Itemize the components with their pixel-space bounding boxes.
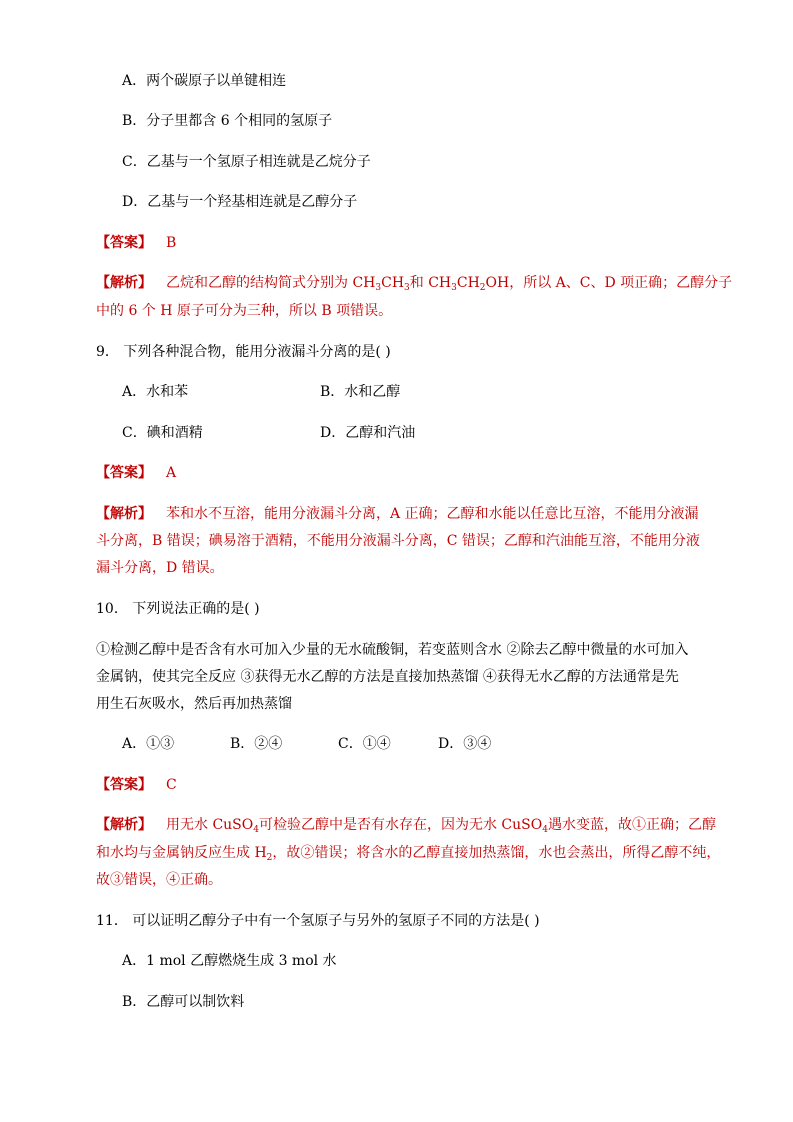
- option-text: 乙基与一个羟基相连就是乙醇分子: [147, 194, 358, 210]
- option-text: ②④: [254, 736, 283, 752]
- option-text: ①③: [146, 736, 175, 752]
- analysis-text: 可检验乙醇中是否有水存在，因为无水 CuSO: [258, 817, 543, 833]
- q10-analysis-line2: [96, 843, 720, 863]
- q11-stem: 11． 可以证明乙醇分子中有一个氢原子与另外的氢原子不同的方法是( ): [96, 913, 540, 929]
- q10-option-b: [230, 734, 282, 754]
- analysis-label: 【解析】: [96, 275, 152, 291]
- analysis-text: 和水均与金属钠反应生成 H: [96, 845, 267, 861]
- q8-option-d: [122, 192, 357, 212]
- q8-option-b: [122, 111, 332, 131]
- q10-option-a: [122, 734, 174, 754]
- q10-option-d: [438, 734, 491, 754]
- option-letter: B．: [320, 384, 345, 400]
- analysis-label: 【解析】: [96, 817, 152, 833]
- q9-option-b: [320, 382, 400, 402]
- option-letter: C．: [338, 736, 363, 752]
- q9-analysis-line2: 斗分离，B 错误；碘易溶于酒精，不能用分液漏斗分离，C 错误；乙醇和汽油能互溶，不能用分液: [96, 533, 700, 549]
- option-letter: B．: [230, 736, 255, 752]
- subscript: 2: [479, 283, 486, 293]
- answer-label: 【答案】: [96, 777, 152, 793]
- q10-stem: 10． 下列说法正确的是( ): [96, 601, 260, 617]
- q10-body-line3: 用生石灰吸水，然后再加热蒸馏: [96, 696, 292, 712]
- q8-answer: [96, 233, 176, 253]
- analysis-text: 苯和水不互溶，能用分液漏斗分离，A 正确；乙醇和水能以任意比互溶，不能用分液漏: [166, 506, 699, 522]
- answer-value: A: [166, 465, 177, 481]
- q9-stem: 9． 下列各种混合物，能用分液漏斗分离的是( ): [96, 344, 391, 360]
- option-letter: D．: [320, 425, 346, 441]
- analysis-text: 和 CH: [409, 275, 452, 291]
- q11-option-b: [122, 992, 244, 1012]
- analysis-label: 【解析】: [96, 506, 152, 522]
- option-text: 两个碳原子以单键相连: [146, 73, 287, 89]
- option-letter: A．: [122, 73, 147, 89]
- option-text: 碘和酒精: [146, 425, 203, 441]
- subscript: 2: [266, 853, 273, 863]
- q8-option-c: [122, 152, 371, 172]
- option-text: ③④: [463, 736, 492, 752]
- q10-analysis-line1: [96, 815, 716, 835]
- q11-option-a: [122, 951, 337, 971]
- q10-analysis-line3: 故③错误，④正确。: [96, 872, 222, 888]
- analysis-text: 乙烷和乙醇的结构简式分别为 CH: [166, 275, 376, 291]
- q9-option-a: [122, 382, 188, 402]
- analysis-text: 用无水 CuSO: [166, 817, 254, 833]
- option-letter: A．: [122, 736, 147, 752]
- option-text: 乙醇和汽油: [345, 425, 416, 441]
- q9-option-d: [320, 423, 415, 443]
- q8-option-a: [122, 71, 286, 91]
- q8-analysis-line2: [96, 301, 392, 321]
- option-letter: A．: [122, 384, 147, 400]
- answer-label: 【答案】: [96, 235, 152, 251]
- q9-analysis-line3: 漏斗分离，D 错误。: [96, 560, 224, 576]
- option-letter: B．: [122, 994, 147, 1010]
- q9-analysis-line1: [96, 504, 699, 524]
- subscript: 3: [404, 283, 410, 293]
- option-letter: A．: [122, 953, 147, 969]
- q10-body-line2: 金属钠，使其完全反应 ③获得无水乙醇的方法是直接加热蒸馏 ④获得无水乙醇的方法通常是先: [96, 669, 679, 685]
- option-text: 乙醇可以制饮料: [146, 994, 245, 1010]
- answer-label: 【答案】: [96, 465, 152, 481]
- option-letter: D．: [438, 736, 464, 752]
- analysis-text: OH，所以 A、C、D 项正确；乙醇分子: [485, 275, 733, 291]
- answer-value: C: [166, 777, 177, 793]
- analysis-text: CH: [381, 275, 405, 291]
- option-text: 乙基与一个氢原子相连就是乙烷分子: [146, 154, 371, 170]
- q8-analysis-line1: [96, 273, 732, 293]
- analysis-text: 中的 6 个 H 原子可分为三种，所以 B 项错误。: [96, 303, 393, 319]
- option-text: 水和乙醇: [344, 384, 401, 400]
- answer-value: B: [166, 235, 177, 251]
- option-letter: B．: [122, 113, 147, 129]
- option-text: 水和苯: [146, 384, 189, 400]
- subscript: 4: [253, 825, 259, 835]
- option-letter: C．: [122, 425, 147, 441]
- option-letter: C．: [122, 154, 147, 170]
- subscript: 4: [542, 825, 548, 835]
- subscript: 3: [375, 283, 382, 293]
- option-text: 分子里都含 6 个相同的氢原子: [146, 113, 333, 129]
- option-text: ①④: [362, 736, 391, 752]
- analysis-text: CH: [456, 275, 480, 291]
- q10-body-line1: ①检测乙醇中是否含有水可加入少量的无水硫酸铜，若变蓝则含水 ②除去乙醇中微量的水可加入: [96, 642, 689, 658]
- analysis-text: ，故②错误；将含水的乙醇直接加热蒸馏，水也会蒸出，所得乙醇不纯，: [272, 845, 721, 861]
- q9-answer: [96, 463, 176, 483]
- option-letter: D．: [122, 194, 148, 210]
- q10-option-c: [338, 734, 391, 754]
- q10-answer: [96, 775, 177, 795]
- q9-option-c: [122, 423, 203, 443]
- subscript: 3: [451, 283, 457, 293]
- analysis-text: 遇水变蓝，故①正确；乙醇: [547, 817, 716, 833]
- option-text: 1 mol 乙醇燃烧生成 3 mol 水: [146, 953, 337, 969]
